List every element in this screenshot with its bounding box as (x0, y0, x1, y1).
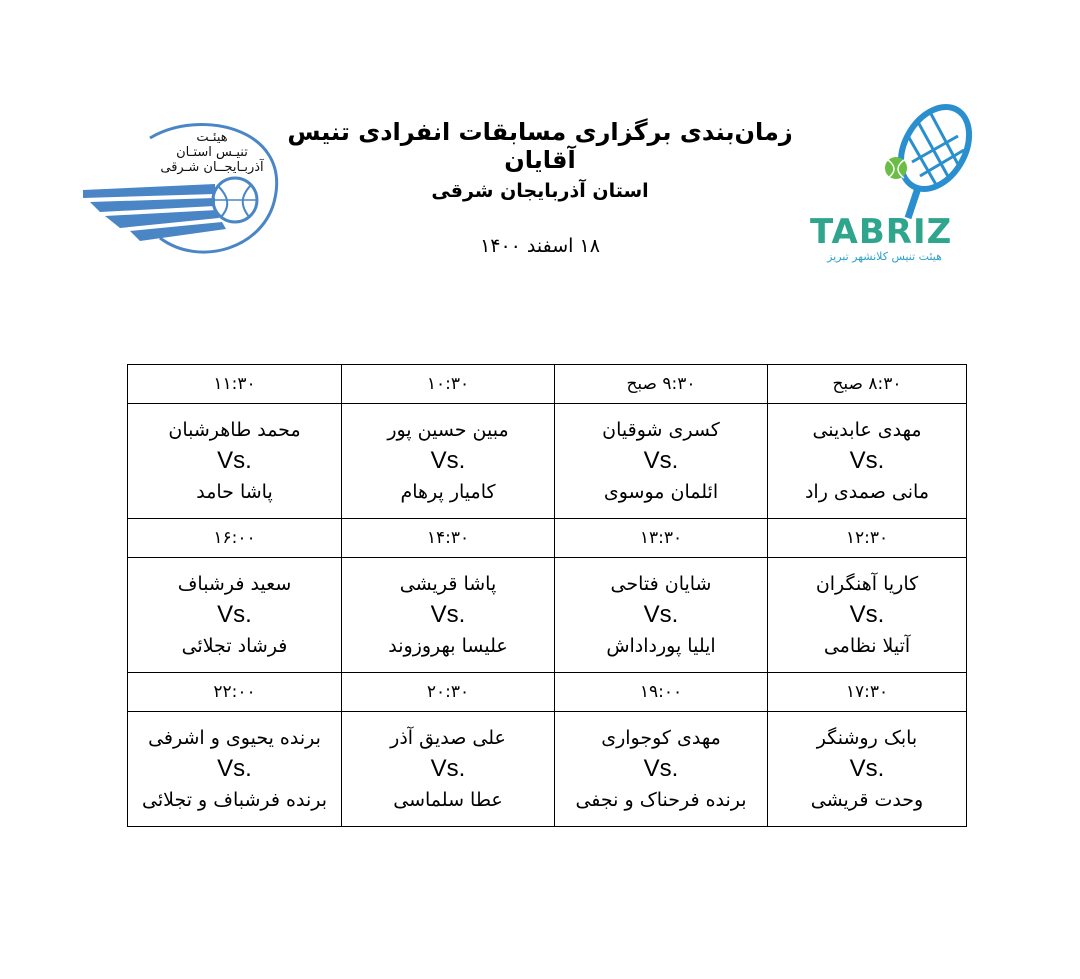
page-title: زمان‌بندی برگزاری مسابقات انفرادی تنیس آقایان (287, 118, 793, 174)
east-azerbaijan-tennis-logo (80, 108, 300, 268)
time-slot: ۹:۳۰ صبح (555, 365, 768, 404)
time-slot: ۱۲:۳۰ (768, 519, 967, 558)
match-schedule-table (127, 364, 967, 827)
player-one: برنده یحیوی و اشرفی (148, 727, 321, 749)
time-slot: ۱۹:۰۰ (555, 673, 768, 712)
player-two: فرشاد تجلائی (181, 635, 288, 657)
player-one: شایان فتاحی (610, 573, 712, 595)
match-cell (555, 712, 768, 827)
match-row (128, 712, 967, 827)
player-one: مهدی عابدینی (812, 419, 922, 441)
page-header (0, 0, 1080, 300)
player-two: برنده فرشباف و تجلائی (142, 789, 327, 811)
player-one: مبین حسین پور (387, 419, 509, 441)
versus-label: Vs. (849, 601, 885, 628)
match-cell (555, 404, 768, 519)
player-one: علی صدیق آذر (390, 727, 506, 749)
match-row (128, 404, 967, 519)
time-slot: ۱۷:۳۰ (768, 673, 967, 712)
match-cell (128, 404, 342, 519)
match-cell (342, 558, 555, 673)
logo-left-line2: تنیـس استـان (176, 145, 248, 160)
versus-label: Vs. (217, 755, 252, 782)
player-one: کاریا آهنگران (815, 573, 919, 595)
versus-label: Vs. (643, 601, 679, 628)
match-row (128, 558, 967, 673)
player-two: مانی صمدی راد (804, 481, 930, 503)
time-row (128, 673, 967, 712)
time-slot: ۱۳:۳۰ (555, 519, 768, 558)
player-two: برنده فرحناک و نجفی (575, 789, 747, 811)
player-one: سعید فرشباف (177, 573, 292, 595)
match-cell (128, 712, 342, 827)
tabriz-wordmark: TABRIZ (810, 212, 953, 252)
time-row (128, 365, 967, 404)
racket-and-ball-icon (800, 100, 980, 220)
player-one: پاشا قریشی (399, 573, 497, 595)
time-slot: ۲۲:۰۰ (128, 673, 342, 712)
match-cell (342, 404, 555, 519)
page-subtitle: استان آذربایجان شرقی (431, 180, 649, 202)
player-one: بابک روشنگر (816, 727, 918, 749)
player-two: وحدت قریشی (810, 789, 924, 811)
match-cell (128, 558, 342, 673)
player-one: محمد طاهرشبان (168, 419, 301, 441)
player-two: کامیار پرهام (400, 481, 496, 503)
player-one: کسری شوقیان (602, 419, 720, 441)
time-slot: ۱۱:۳۰ (128, 365, 342, 404)
player-one: مهدی کوجواری (601, 727, 721, 749)
logo-left-text (152, 130, 272, 175)
match-cell (768, 404, 967, 519)
time-slot: ۲۰:۳۰ (342, 673, 555, 712)
versus-label: Vs. (643, 755, 679, 782)
versus-label: Vs. (430, 447, 466, 474)
versus-label: Vs. (849, 755, 885, 782)
versus-label: Vs. (430, 601, 466, 628)
player-two: ایلیا پورداداش (606, 635, 716, 657)
match-cell (768, 712, 967, 827)
tabriz-subtext: هیئت تنیس کلانشهر تبریز (827, 250, 942, 263)
versus-label: Vs. (643, 447, 679, 474)
match-cell (768, 558, 967, 673)
versus-label: Vs. (430, 755, 466, 782)
time-row (128, 519, 967, 558)
match-cell (342, 712, 555, 827)
logo-left-line1: هیئـت (196, 130, 228, 145)
versus-label: Vs. (849, 447, 885, 474)
player-two: آتیلا نظامی (823, 635, 911, 657)
player-two: پاشا حامد (196, 481, 273, 503)
time-slot: ۸:۳۰ صبح (768, 365, 967, 404)
player-two: علیسا بهروزوند (388, 635, 508, 657)
time-slot: ۱۶:۰۰ (128, 519, 342, 558)
time-slot: ۱۴:۳۰ (342, 519, 555, 558)
player-two: عطا سلماسی (393, 789, 503, 811)
versus-label: Vs. (217, 447, 252, 474)
tabriz-tennis-logo (800, 100, 980, 280)
versus-label: Vs. (217, 601, 252, 628)
player-two: ائلمان موسوی (603, 481, 719, 503)
match-cell (555, 558, 768, 673)
time-slot: ۱۰:۳۰ (342, 365, 555, 404)
event-date: ۱۸ اسفند ۱۴۰۰ (480, 235, 600, 257)
logo-left-line3: آذربـایجــان شـرقی (160, 160, 264, 175)
